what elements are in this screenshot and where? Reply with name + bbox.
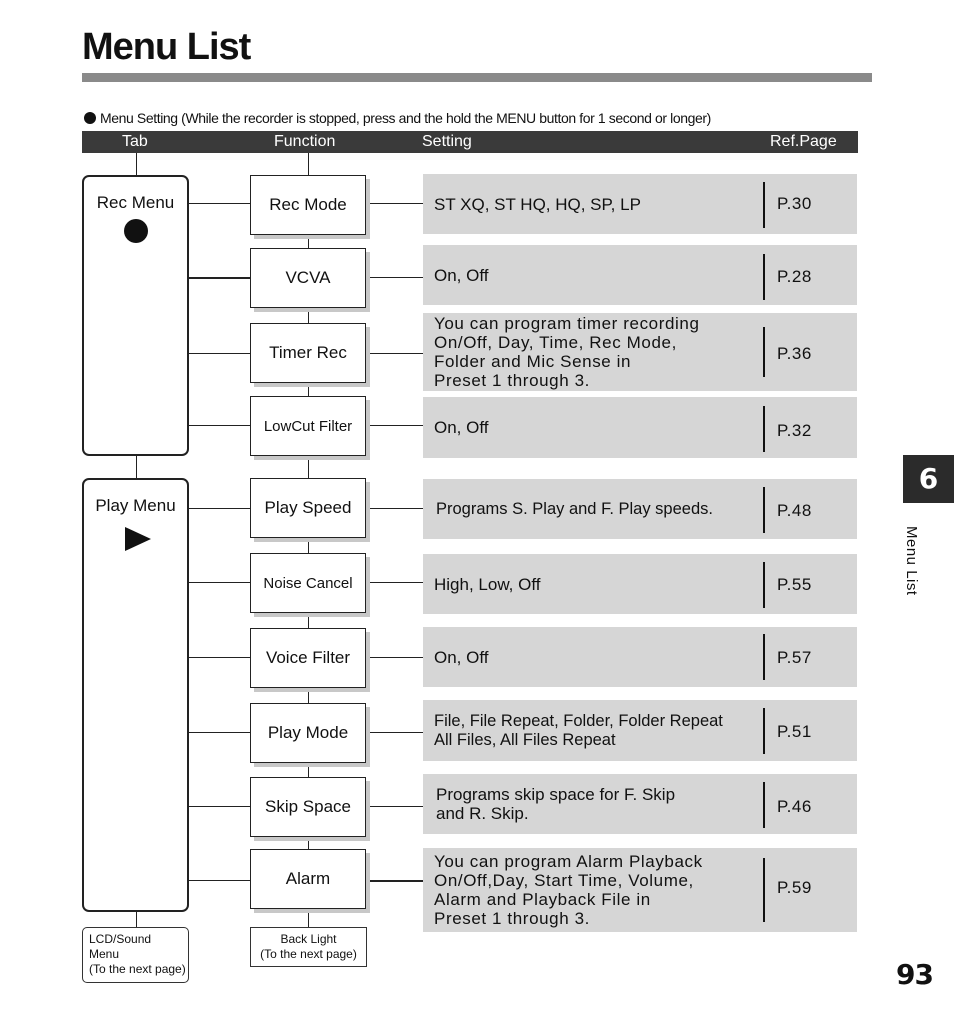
setting-divider xyxy=(763,782,765,828)
setting-row xyxy=(423,774,857,834)
chapter-tab-label-text: Menu List xyxy=(903,526,920,596)
setting-text: File, File Repeat, Folder, Folder Repeat All Files, All Files Repeat xyxy=(434,711,723,749)
record-circle-icon xyxy=(124,219,148,243)
function-play-speed: Play Speed xyxy=(250,478,366,538)
column-header-bar xyxy=(82,131,858,153)
tab-lcd-sound-menu: LCD/Sound Menu (To the next page) xyxy=(82,927,189,983)
function-rec-mode: Rec Mode xyxy=(250,175,366,235)
title-underline xyxy=(82,73,872,82)
tab-play-menu xyxy=(82,478,189,912)
function-alarm: Alarm xyxy=(250,849,366,909)
setting-row xyxy=(423,848,857,932)
setting-row xyxy=(423,479,857,539)
bullet-icon xyxy=(84,112,96,124)
chapter-tab-number: 6 xyxy=(903,455,954,503)
function-lowcut-filter: LowCut Filter xyxy=(250,396,366,456)
function-play-mode: Play Mode xyxy=(250,703,366,763)
function-noise-cancel: Noise Cancel xyxy=(250,553,366,613)
setting-text: You can program timer recording On/Off, Day, Time, Rec Mode, Folder and Mic Sense in Preset 1 through 3. xyxy=(434,314,700,390)
setting-text: Programs skip space for F. Skip and R. Skip. xyxy=(436,785,676,823)
ref-page: P.51 xyxy=(777,722,812,741)
ref-page: P.46 xyxy=(777,797,812,816)
header-ref-page: Ref.Page xyxy=(770,133,837,150)
setting-text: On, Off xyxy=(434,418,489,437)
setting-divider xyxy=(763,487,765,533)
intro-note xyxy=(84,110,711,126)
setting-text: On, Off xyxy=(434,265,489,285)
setting-row xyxy=(423,554,857,614)
ref-page: P.59 xyxy=(777,878,812,897)
tab-rec-menu xyxy=(82,175,189,456)
setting-text: You can program Alarm Playback On/Off,Day, Start Time, Volume, Alarm and Playback File in Preset 1 through 3. xyxy=(434,852,703,928)
tab-play-menu-label: Play Menu xyxy=(95,496,176,515)
setting-row xyxy=(423,627,857,687)
setting-text: ST XQ, ST HQ, HQ, SP, LP xyxy=(434,194,641,214)
setting-divider xyxy=(763,182,765,228)
setting-text: Programs S. Play and F. Play speeds. xyxy=(436,499,713,518)
function-vcva: VCVA xyxy=(250,248,366,308)
ref-page: P.48 xyxy=(777,501,812,520)
setting-row xyxy=(423,245,857,305)
setting-row xyxy=(423,313,857,391)
header-setting: Setting xyxy=(422,133,472,150)
play-triangle-icon xyxy=(125,527,151,551)
intro-text: Menu Setting (While the recorder is stopped, press and the hold the MENU button for 1 second or longer) xyxy=(100,110,711,126)
setting-divider xyxy=(763,562,765,608)
setting-divider xyxy=(763,634,765,680)
ref-page: P.32 xyxy=(777,421,812,440)
setting-divider xyxy=(763,327,765,377)
setting-divider xyxy=(763,254,765,300)
ref-page: P.36 xyxy=(777,344,812,363)
setting-divider xyxy=(763,406,765,452)
ref-page: P.57 xyxy=(777,648,812,667)
tab-rec-menu-label: Rec Menu xyxy=(96,193,175,212)
ref-page: P.30 xyxy=(777,194,812,213)
page-title: Menu List xyxy=(82,26,251,68)
ref-page: P.28 xyxy=(777,267,812,286)
header-function: Function xyxy=(274,133,336,150)
function-timer-rec: Timer Rec xyxy=(250,323,366,383)
setting-divider xyxy=(763,708,765,754)
function-skip-space: Skip Space xyxy=(250,777,366,837)
setting-row xyxy=(423,397,857,458)
chapter-tab-label xyxy=(900,526,920,606)
setting-text: On, Off xyxy=(434,647,489,667)
header-tab: Tab xyxy=(122,133,148,150)
setting-row xyxy=(423,174,857,234)
setting-divider xyxy=(763,858,765,922)
backlight-box: Back Light (To the next page) xyxy=(250,927,367,967)
setting-text: High, Low, Off xyxy=(434,574,541,594)
function-voice-filter: Voice Filter xyxy=(250,628,366,688)
page-number: 93 xyxy=(896,958,933,991)
setting-row xyxy=(423,700,857,761)
ref-page: P.55 xyxy=(777,575,812,594)
